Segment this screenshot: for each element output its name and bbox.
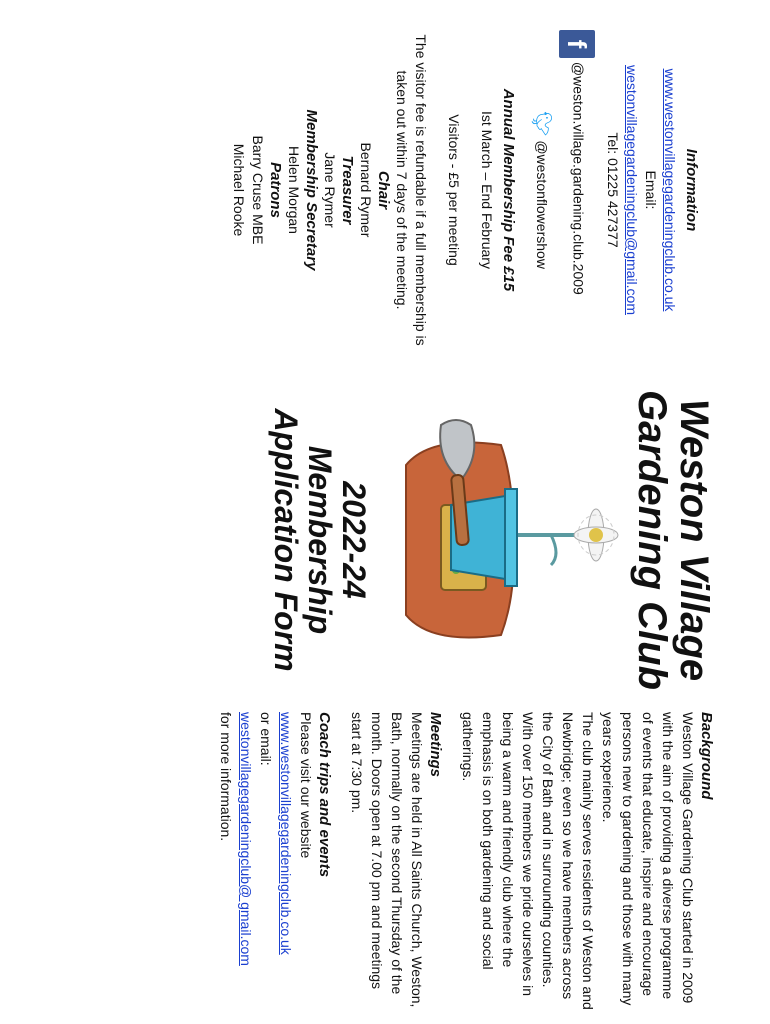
fee-heading: Annual Membership Fee £15 xyxy=(500,88,518,292)
gardening-illustration xyxy=(391,385,621,695)
background-paragraph: Weston Village Gardening Club started in 2009 with the aim of providing a diverse programme of events that educate, inspire and encourage persons new to gardening and those with many years experience. xyxy=(600,712,696,1006)
email-link[interactable]: westonvillagegardeningclub@gmail.com xyxy=(624,64,640,315)
treasurer-heading: Treasurer xyxy=(339,155,357,225)
form-line1: Membership xyxy=(302,445,338,635)
coach-heading: Coach trips and events xyxy=(316,712,333,878)
form-year: 2022-24 xyxy=(336,481,372,599)
twitter-icon[interactable]: 🐦︎ xyxy=(530,111,553,137)
patrons-heading: Patrons xyxy=(267,162,285,218)
chair-heading: Chair xyxy=(375,170,393,210)
fee-period: Ist March – End February xyxy=(479,111,496,269)
coach-email-link[interactable]: westonvillagegardeningclub@ gmail.com xyxy=(238,712,254,966)
website-link[interactable]: www.westonvillagegardeningclub.co.uk xyxy=(662,68,678,312)
telephone: Tel: 01225 427377 xyxy=(605,132,621,248)
or-email-label: or email: xyxy=(258,712,274,766)
chair-name: Bernard Rymer xyxy=(358,142,375,238)
facebook-handle: @weston.village.gardening.club.2009 xyxy=(570,61,587,295)
meetings-heading: Meetings xyxy=(427,712,444,778)
coach-website-link[interactable]: www.westonvillagegardeningclub.co.uk xyxy=(278,712,294,955)
information-heading: Information xyxy=(683,148,700,232)
patron-name: Barry Cruse MBE xyxy=(250,135,267,245)
meetings-paragraph: Meetings are held in All Saints Church, Weston, Bath, normally on the second Thursday of the month. Doors open at 7.00 pm and meetings start at 7:30 pm. xyxy=(349,712,425,1008)
information-panel xyxy=(60,30,700,350)
secretary-heading: Membership Secretary xyxy=(303,109,321,271)
daisy-flower xyxy=(574,509,618,561)
club-title: Weston Village Gardening Club xyxy=(630,390,716,690)
background-heading: Background xyxy=(698,712,715,800)
treasurer-name: Jane Rymer xyxy=(322,152,339,228)
visitor-fee: Visitors - £5 per meeting xyxy=(446,114,463,266)
form-line2: Application Form xyxy=(268,408,304,672)
patron-name: Michael Rooke xyxy=(231,143,248,237)
about-panel xyxy=(75,712,715,1012)
background-paragraph: The club mainly serves residents of Weston and Newbridge; even so we have members across the City of Bath and in surrounding counties. xyxy=(540,712,596,1010)
facebook-icon[interactable]: f xyxy=(559,30,595,58)
twitter-handle: @westonflowershow xyxy=(534,140,550,269)
email-label: Email: xyxy=(643,170,659,210)
visitor-note: The visitor fee is refundable if a full membership is taken out within 7 days of the meeting. xyxy=(394,34,430,346)
more-info-text: for more information. xyxy=(218,712,234,842)
cover-panel xyxy=(65,385,715,695)
background-paragraph: With over 150 members we pride ourselves in being a warm and friendly club where the emphasis is on both gardening and social gatherings. xyxy=(460,712,536,997)
coach-text: Please visit our website xyxy=(298,712,314,859)
secretary-name: Helen Morgan xyxy=(286,146,303,234)
flower-leaf xyxy=(551,535,556,565)
